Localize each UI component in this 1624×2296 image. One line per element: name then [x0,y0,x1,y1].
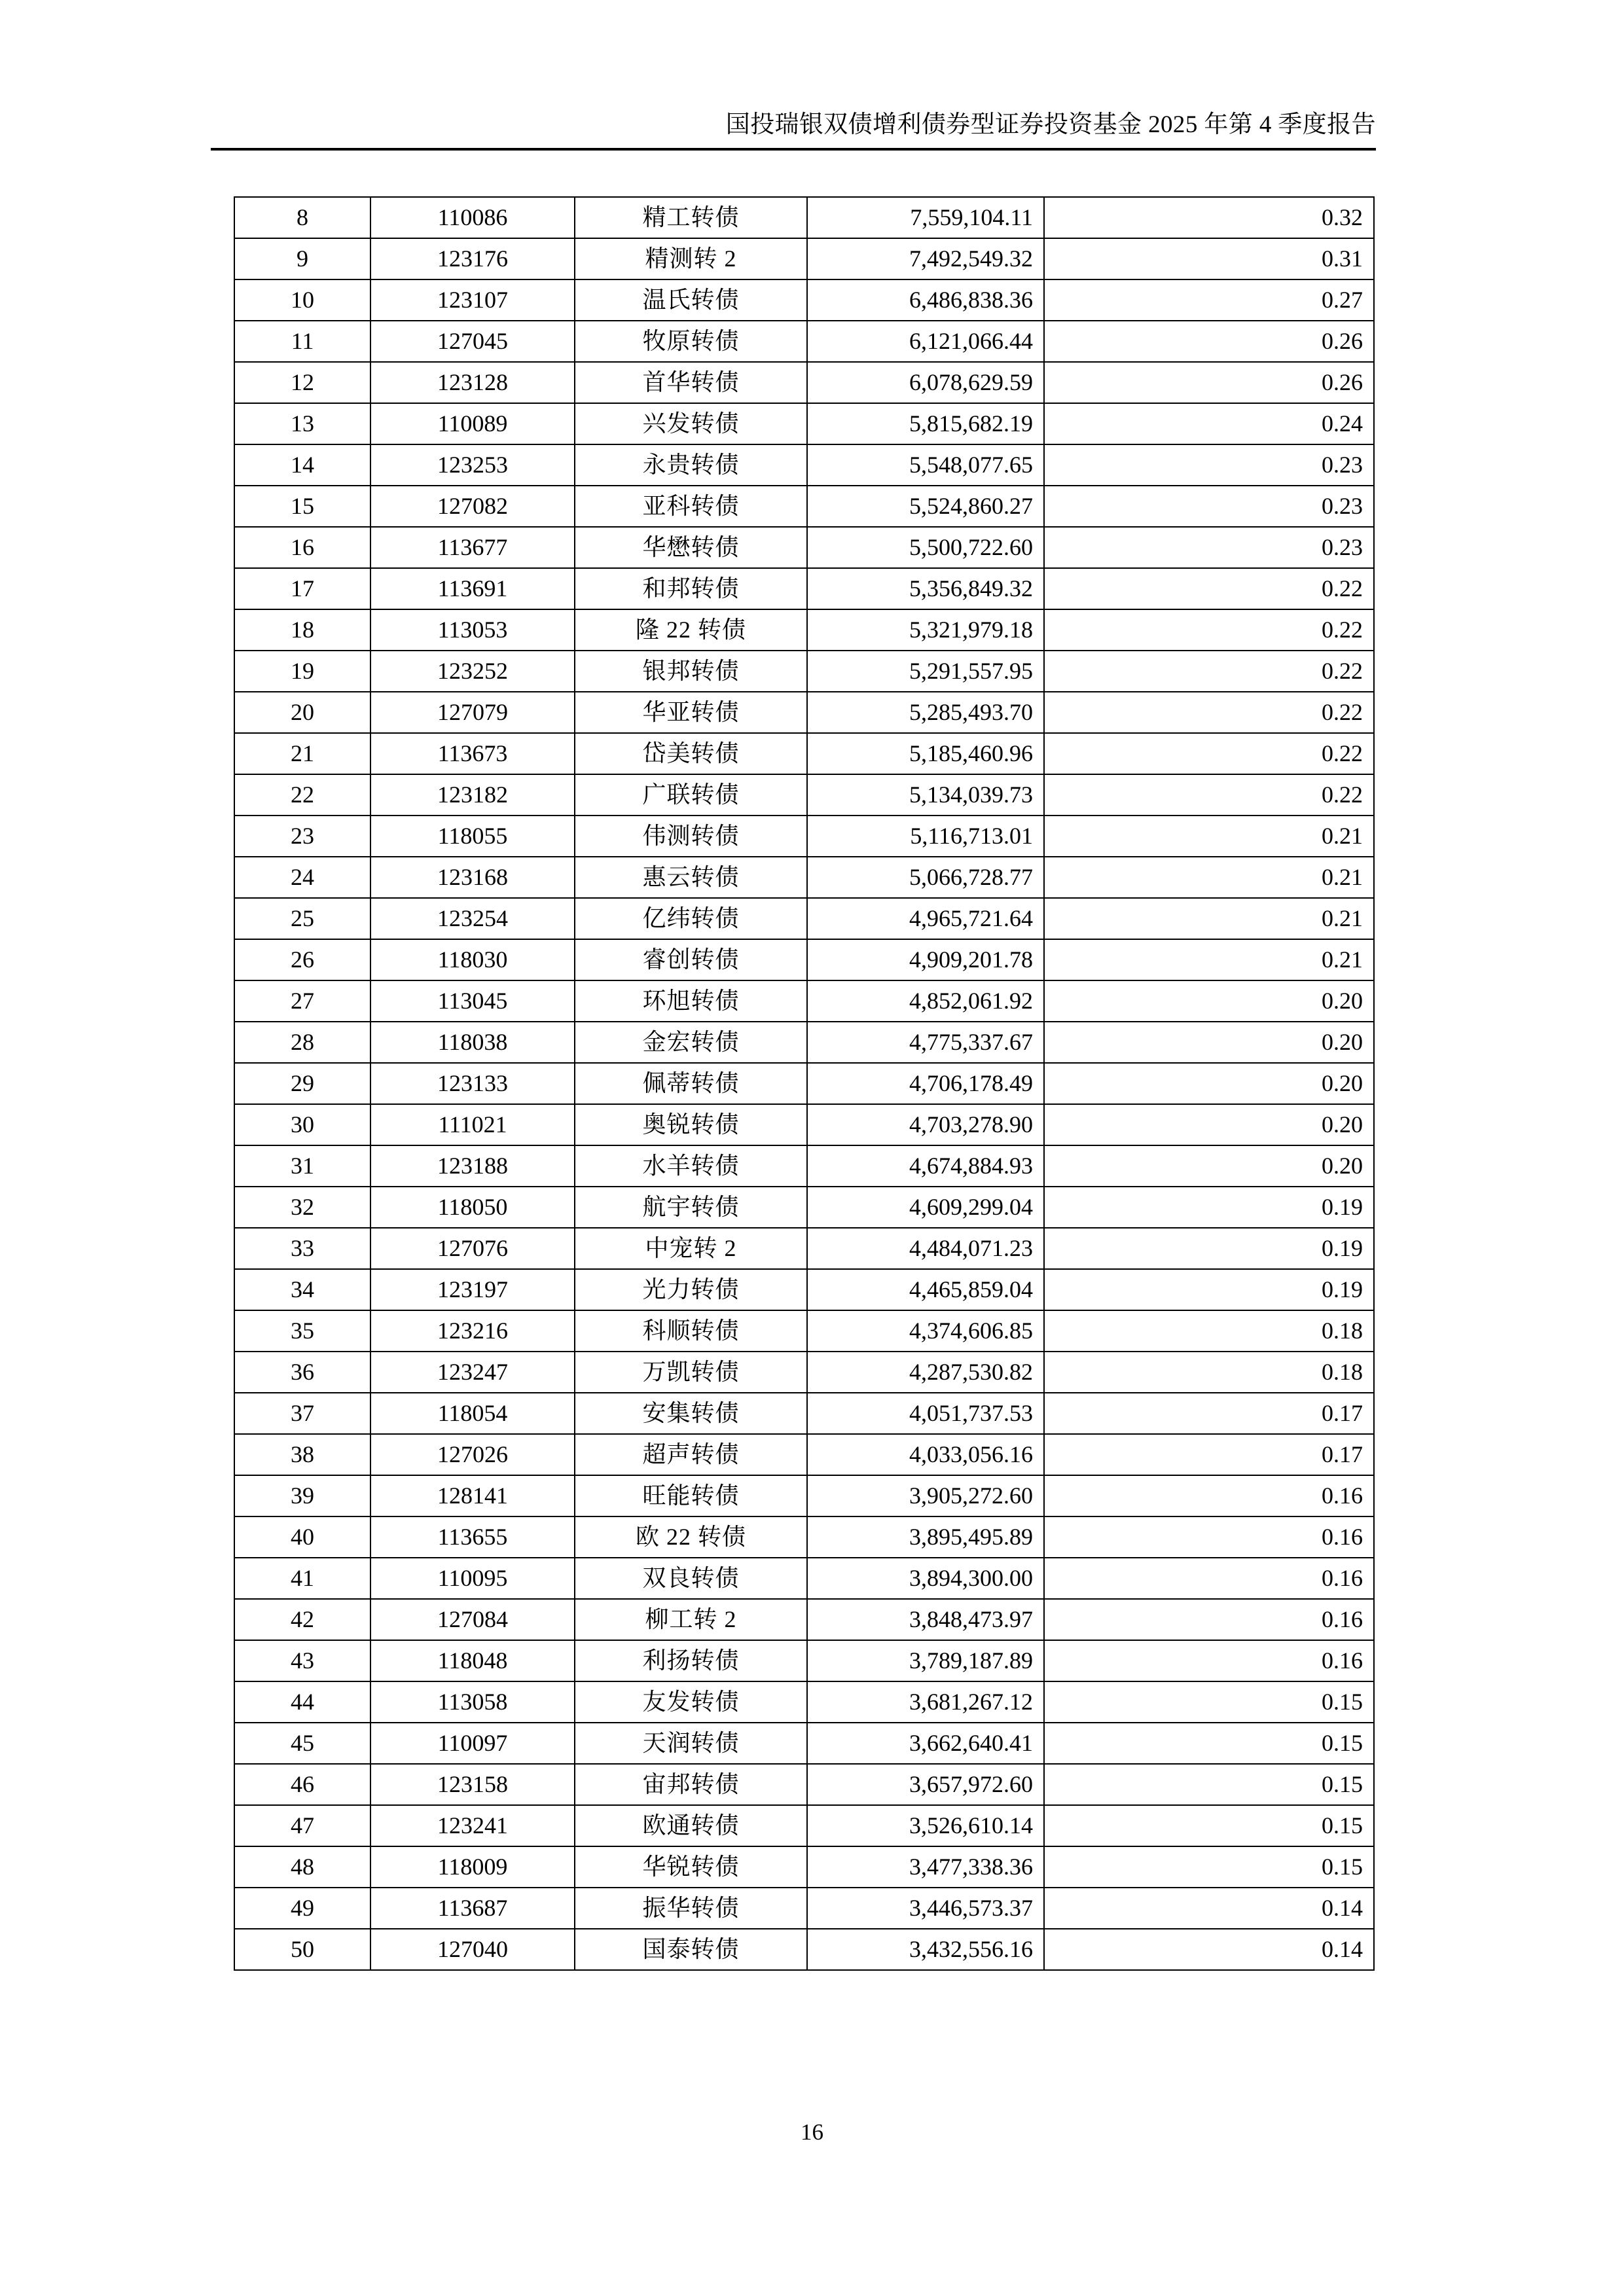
bond-fair-value: 3,681,267.12 [807,1681,1044,1723]
bond-code: 123188 [370,1145,575,1187]
bond-nav-ratio: 0.20 [1044,1145,1374,1187]
bond-code: 123216 [370,1310,575,1352]
bond-name: 惠云转债 [575,857,807,898]
table-row [234,1764,1374,1805]
bond-name: 环旭转债 [575,980,807,1022]
table-row [234,609,1374,651]
bond-code: 127079 [370,692,575,733]
bond-fair-value: 3,526,610.14 [807,1805,1044,1846]
table-row [234,1681,1374,1723]
bond-name: 华亚转债 [575,692,807,733]
table-row [234,1104,1374,1145]
bond-name: 精测转 2 [575,238,807,279]
bond-name: 利扬转债 [575,1640,807,1681]
bond-name: 佩蒂转债 [575,1063,807,1104]
bond-code: 127026 [370,1434,575,1475]
bond-nav-ratio: 0.23 [1044,444,1374,486]
bond-fair-value: 5,285,493.70 [807,692,1044,733]
bond-code: 113045 [370,980,575,1022]
bond-fair-value: 5,134,039.73 [807,774,1044,816]
bond-sequence-number: 34 [234,1269,370,1310]
bond-nav-ratio: 0.21 [1044,857,1374,898]
bond-sequence-number: 9 [234,238,370,279]
bond-nav-ratio: 0.15 [1044,1723,1374,1764]
bond-code: 123176 [370,238,575,279]
bond-name: 光力转债 [575,1269,807,1310]
bond-name: 航宇转债 [575,1187,807,1228]
bond-name: 精工转债 [575,197,807,238]
bond-fair-value: 5,524,860.27 [807,486,1044,527]
table-row [234,1516,1374,1558]
bond-holdings-table-container [234,196,1373,1971]
bond-name: 奥锐转债 [575,1104,807,1145]
bond-fair-value: 3,905,272.60 [807,1475,1044,1516]
table-row [234,1269,1374,1310]
bond-name: 柳工转 2 [575,1599,807,1640]
bond-code: 123252 [370,651,575,692]
bond-nav-ratio: 0.23 [1044,486,1374,527]
table-row [234,568,1374,609]
bond-fair-value: 4,287,530.82 [807,1352,1044,1393]
bond-sequence-number: 24 [234,857,370,898]
table-row [234,1640,1374,1681]
table-row [234,1187,1374,1228]
bond-nav-ratio: 0.17 [1044,1393,1374,1434]
bond-code: 118048 [370,1640,575,1681]
bond-fair-value: 5,185,460.96 [807,733,1044,774]
bond-sequence-number: 14 [234,444,370,486]
bond-code: 110097 [370,1723,575,1764]
table-row [234,774,1374,816]
bond-fair-value: 4,703,278.90 [807,1104,1044,1145]
bond-code: 128141 [370,1475,575,1516]
bond-sequence-number: 30 [234,1104,370,1145]
bond-code: 113673 [370,733,575,774]
bond-nav-ratio: 0.14 [1044,1929,1374,1970]
bond-nav-ratio: 0.21 [1044,939,1374,980]
bond-nav-ratio: 0.20 [1044,980,1374,1022]
bond-name: 牧原转债 [575,321,807,362]
table-row [234,1434,1374,1475]
bond-sequence-number: 28 [234,1022,370,1063]
bond-nav-ratio: 0.19 [1044,1187,1374,1228]
bond-sequence-number: 17 [234,568,370,609]
bond-sequence-number: 26 [234,939,370,980]
bond-sequence-number: 36 [234,1352,370,1393]
bond-sequence-number: 44 [234,1681,370,1723]
bond-nav-ratio: 0.22 [1044,651,1374,692]
bond-name: 安集转债 [575,1393,807,1434]
bond-nav-ratio: 0.18 [1044,1352,1374,1393]
table-row [234,1063,1374,1104]
bond-sequence-number: 25 [234,898,370,939]
bond-fair-value: 3,789,187.89 [807,1640,1044,1681]
bond-fair-value: 4,909,201.78 [807,939,1044,980]
bond-fair-value: 3,895,495.89 [807,1516,1044,1558]
bond-nav-ratio: 0.16 [1044,1516,1374,1558]
table-row [234,1352,1374,1393]
page-number: 16 [801,2119,823,2145]
bond-code: 123254 [370,898,575,939]
table-row [234,1599,1374,1640]
bond-code: 118038 [370,1022,575,1063]
bond-fair-value: 5,321,979.18 [807,609,1044,651]
bond-sequence-number: 13 [234,403,370,444]
bond-nav-ratio: 0.21 [1044,898,1374,939]
bond-sequence-number: 11 [234,321,370,362]
bond-fair-value: 4,609,299.04 [807,1187,1044,1228]
bond-nav-ratio: 0.16 [1044,1640,1374,1681]
bond-nav-ratio: 0.20 [1044,1022,1374,1063]
bond-nav-ratio: 0.22 [1044,733,1374,774]
bond-nav-ratio: 0.26 [1044,321,1374,362]
bond-sequence-number: 43 [234,1640,370,1681]
bond-sequence-number: 27 [234,980,370,1022]
bond-sequence-number: 47 [234,1805,370,1846]
bond-nav-ratio: 0.15 [1044,1846,1374,1888]
bond-nav-ratio: 0.24 [1044,403,1374,444]
bond-sequence-number: 23 [234,816,370,857]
bond-code: 123133 [370,1063,575,1104]
bond-name: 中宠转 2 [575,1228,807,1269]
page-header-title: 国投瑞银双债增利债券型证券投资基金 2025 年第 4 季度报告 [725,111,1376,138]
bond-name: 万凯转债 [575,1352,807,1393]
bond-fair-value: 4,051,737.53 [807,1393,1044,1434]
bond-name: 欧 22 转债 [575,1516,807,1558]
bond-code: 123253 [370,444,575,486]
table-row [234,1228,1374,1269]
table-row [234,1558,1374,1599]
bond-fair-value: 3,894,300.00 [807,1558,1044,1599]
bond-sequence-number: 16 [234,527,370,568]
bond-name: 亚科转债 [575,486,807,527]
bond-nav-ratio: 0.31 [1044,238,1374,279]
bond-sequence-number: 18 [234,609,370,651]
table-row [234,444,1374,486]
bond-nav-ratio: 0.27 [1044,279,1374,321]
table-row [234,980,1374,1022]
bond-nav-ratio: 0.15 [1044,1764,1374,1805]
bond-name: 友发转债 [575,1681,807,1723]
bond-code: 118030 [370,939,575,980]
bond-sequence-number: 38 [234,1434,370,1475]
bond-name: 隆 22 转债 [575,609,807,651]
bond-code: 110086 [370,197,575,238]
bond-code: 127040 [370,1929,575,1970]
bond-fair-value: 3,446,573.37 [807,1888,1044,1929]
table-row [234,362,1374,403]
bond-fair-value: 5,548,077.65 [807,444,1044,486]
bond-nav-ratio: 0.20 [1044,1063,1374,1104]
bond-fair-value: 3,432,556.16 [807,1929,1044,1970]
bond-sequence-number: 29 [234,1063,370,1104]
bond-name: 和邦转债 [575,568,807,609]
bond-name: 旺能转债 [575,1475,807,1516]
bond-sequence-number: 49 [234,1888,370,1929]
bond-fair-value: 4,374,606.85 [807,1310,1044,1352]
bond-sequence-number: 39 [234,1475,370,1516]
bond-name: 岱美转债 [575,733,807,774]
bond-code: 123158 [370,1764,575,1805]
bond-name: 宙邦转债 [575,1764,807,1805]
bond-sequence-number: 33 [234,1228,370,1269]
bond-code: 113677 [370,527,575,568]
bond-nav-ratio: 0.14 [1044,1888,1374,1929]
table-row [234,486,1374,527]
bond-fair-value: 6,078,629.59 [807,362,1044,403]
bond-name: 金宏转债 [575,1022,807,1063]
table-row [234,1723,1374,1764]
bond-nav-ratio: 0.22 [1044,774,1374,816]
bond-code: 110089 [370,403,575,444]
bond-fair-value: 6,486,838.36 [807,279,1044,321]
bond-name: 国泰转债 [575,1929,807,1970]
bond-nav-ratio: 0.15 [1044,1805,1374,1846]
table-row [234,692,1374,733]
bond-code: 123247 [370,1352,575,1393]
bond-code: 127076 [370,1228,575,1269]
bond-code: 110095 [370,1558,575,1599]
bond-fair-value: 5,066,728.77 [807,857,1044,898]
bond-name: 水羊转债 [575,1145,807,1187]
table-row [234,1475,1374,1516]
table-row [234,733,1374,774]
bond-nav-ratio: 0.32 [1044,197,1374,238]
bond-fair-value: 7,492,549.32 [807,238,1044,279]
bond-nav-ratio: 0.22 [1044,568,1374,609]
table-row [234,1310,1374,1352]
table-row [234,1805,1374,1846]
bond-fair-value: 7,559,104.11 [807,197,1044,238]
header-divider-rule [211,148,1376,151]
bond-fair-value: 3,848,473.97 [807,1599,1044,1640]
bond-code: 123182 [370,774,575,816]
bond-code: 118009 [370,1846,575,1888]
bond-holdings-table-body [234,197,1374,1970]
table-row [234,1888,1374,1929]
bond-code: 111021 [370,1104,575,1145]
bond-holdings-table [234,196,1375,1971]
bond-fair-value: 3,657,972.60 [807,1764,1044,1805]
table-row [234,238,1374,279]
bond-sequence-number: 50 [234,1929,370,1970]
bond-nav-ratio: 0.16 [1044,1475,1374,1516]
bond-fair-value: 4,033,056.16 [807,1434,1044,1475]
bond-code: 113058 [370,1681,575,1723]
bond-code: 127082 [370,486,575,527]
bond-sequence-number: 19 [234,651,370,692]
bond-fair-value: 5,291,557.95 [807,651,1044,692]
bond-fair-value: 3,477,338.36 [807,1846,1044,1888]
bond-name: 兴发转债 [575,403,807,444]
bond-name: 科顺转债 [575,1310,807,1352]
table-row [234,816,1374,857]
bond-nav-ratio: 0.15 [1044,1681,1374,1723]
bond-sequence-number: 35 [234,1310,370,1352]
bond-name: 亿纬转债 [575,898,807,939]
bond-fair-value: 4,484,071.23 [807,1228,1044,1269]
bond-sequence-number: 21 [234,733,370,774]
bond-nav-ratio: 0.18 [1044,1310,1374,1352]
table-row [234,527,1374,568]
table-row [234,1846,1374,1888]
table-row [234,1929,1374,1970]
bond-code: 118055 [370,816,575,857]
bond-name: 永贵转债 [575,444,807,486]
bond-name: 温氏转债 [575,279,807,321]
bond-nav-ratio: 0.16 [1044,1599,1374,1640]
bond-name: 超声转债 [575,1434,807,1475]
bond-sequence-number: 32 [234,1187,370,1228]
bond-sequence-number: 46 [234,1764,370,1805]
bond-sequence-number: 15 [234,486,370,527]
bond-nav-ratio: 0.19 [1044,1228,1374,1269]
table-row [234,898,1374,939]
bond-sequence-number: 48 [234,1846,370,1888]
bond-nav-ratio: 0.26 [1044,362,1374,403]
bond-code: 127045 [370,321,575,362]
bond-sequence-number: 41 [234,1558,370,1599]
bond-sequence-number: 22 [234,774,370,816]
table-row [234,321,1374,362]
table-row [234,279,1374,321]
bond-nav-ratio: 0.22 [1044,692,1374,733]
table-row [234,939,1374,980]
bond-sequence-number: 12 [234,362,370,403]
bond-code: 113687 [370,1888,575,1929]
bond-sequence-number: 40 [234,1516,370,1558]
bond-code: 123197 [370,1269,575,1310]
bond-sequence-number: 45 [234,1723,370,1764]
bond-fair-value: 3,662,640.41 [807,1723,1044,1764]
bond-fair-value: 5,815,682.19 [807,403,1044,444]
bond-name: 天润转债 [575,1723,807,1764]
bond-fair-value: 5,116,713.01 [807,816,1044,857]
bond-sequence-number: 10 [234,279,370,321]
bond-name: 振华转债 [575,1888,807,1929]
table-row [234,857,1374,898]
bond-name: 睿创转债 [575,939,807,980]
table-row [234,403,1374,444]
bond-sequence-number: 8 [234,197,370,238]
bond-code: 113053 [370,609,575,651]
bond-name: 广联转债 [575,774,807,816]
table-row [234,1393,1374,1434]
bond-code: 127084 [370,1599,575,1640]
bond-nav-ratio: 0.17 [1044,1434,1374,1475]
bond-code: 113655 [370,1516,575,1558]
bond-code: 123241 [370,1805,575,1846]
bond-fair-value: 4,674,884.93 [807,1145,1044,1187]
bond-nav-ratio: 0.16 [1044,1558,1374,1599]
bond-code: 123128 [370,362,575,403]
bond-name: 伟测转债 [575,816,807,857]
bond-fair-value: 4,965,721.64 [807,898,1044,939]
running-header [211,110,1376,140]
bond-code: 123168 [370,857,575,898]
table-row [234,1022,1374,1063]
bond-name: 欧通转债 [575,1805,807,1846]
bond-name: 华懋转债 [575,527,807,568]
bond-name: 银邦转债 [575,651,807,692]
bond-fair-value: 6,121,066.44 [807,321,1044,362]
table-row [234,651,1374,692]
bond-nav-ratio: 0.20 [1044,1104,1374,1145]
bond-fair-value: 4,465,859.04 [807,1269,1044,1310]
bond-name: 双良转债 [575,1558,807,1599]
bond-nav-ratio: 0.19 [1044,1269,1374,1310]
bond-name: 首华转债 [575,362,807,403]
bond-sequence-number: 31 [234,1145,370,1187]
table-row [234,197,1374,238]
bond-sequence-number: 37 [234,1393,370,1434]
bond-fair-value: 4,706,178.49 [807,1063,1044,1104]
bond-fair-value: 5,500,722.60 [807,527,1044,568]
bond-nav-ratio: 0.22 [1044,609,1374,651]
bond-fair-value: 4,852,061.92 [807,980,1044,1022]
bond-nav-ratio: 0.23 [1044,527,1374,568]
bond-name: 华锐转债 [575,1846,807,1888]
bond-code: 123107 [370,279,575,321]
bond-nav-ratio: 0.21 [1044,816,1374,857]
bond-code: 118054 [370,1393,575,1434]
bond-sequence-number: 20 [234,692,370,733]
table-row [234,1145,1374,1187]
bond-fair-value: 4,775,337.67 [807,1022,1044,1063]
bond-sequence-number: 42 [234,1599,370,1640]
bond-code: 118050 [370,1187,575,1228]
bond-fair-value: 5,356,849.32 [807,568,1044,609]
bond-code: 113691 [370,568,575,609]
